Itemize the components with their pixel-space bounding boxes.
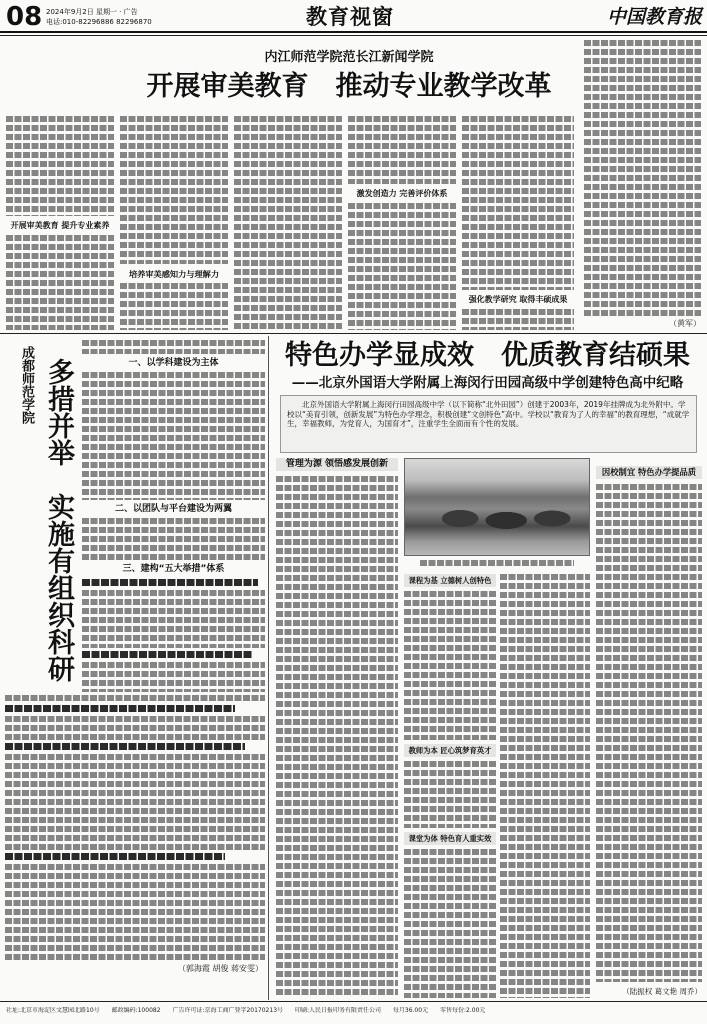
right-article-title: 特色办学显成效 优质教育结硕果: [285, 340, 690, 371]
body-text: [82, 372, 265, 500]
left-article-byline: （郭海霞 胡俊 蒋安雯）: [177, 964, 263, 973]
right-article-subtitle: ——北京外国语大学附属上海闵行田园高级中学创建特色高中纪略: [291, 375, 684, 391]
body-text: [6, 235, 114, 330]
body-text: [5, 695, 265, 701]
left-subhead-1: 一、以学科建设为主体: [128, 358, 219, 368]
footer-monthly-price: 每月36.00元: [392, 1007, 429, 1014]
item-heading: [82, 651, 252, 658]
footer: [6, 1007, 701, 1015]
masthead-logo: 中国教育报: [606, 6, 702, 28]
top-article-kicker: 内江师范学院范长江新闻学院: [264, 50, 434, 65]
right-subhead-2: 因校制宜 特色办学提品质: [596, 466, 702, 479]
right-subhead-1: 管理为源 领悟感发展创新: [276, 458, 398, 471]
body-text: [82, 340, 265, 354]
top-subhead-2: 培养审美感知力与理解力: [128, 269, 220, 279]
footer-printer: 印刷:人民日报印务有限责任公司: [294, 1007, 381, 1014]
top-subhead-1: 开展审美教育 提升专业素养: [10, 221, 110, 230]
right-subhead-3: 课程为基 立德树人创特色: [404, 574, 496, 587]
body-text: [596, 484, 702, 982]
right-subhead-5: 课堂为体 特色育人重实效: [404, 832, 496, 845]
left-article-title: 多措并举 实施有组织科研: [43, 358, 74, 682]
item-heading: [5, 853, 225, 860]
body-text: [462, 309, 574, 330]
dateline: [46, 7, 152, 27]
body-text: [584, 40, 701, 316]
group-photo: [404, 458, 590, 556]
body-text: [500, 574, 590, 998]
body-text: [82, 662, 265, 692]
left-subhead-2: 二、以团队与平台建设为两翼: [114, 504, 232, 514]
top-subhead-3: 激发创造力 完善评价体系: [356, 189, 448, 198]
photo-caption: [420, 560, 574, 566]
right-article-byline: （陆振权 葛文艳 周乔）: [622, 987, 702, 996]
body-text: [82, 518, 265, 560]
date-text: 2024年9月2日 星期一 · 广告: [46, 8, 138, 16]
footer-retail-price: 零售每份:2.00元: [440, 1007, 486, 1014]
body-text: [5, 716, 265, 740]
body-text: [462, 116, 574, 290]
footer-address: 社址:北京市海淀区文慧园北路10号: [6, 1007, 100, 1014]
top-article-byline: （黄军）: [669, 319, 701, 328]
footer-rule: [0, 1001, 707, 1002]
right-subhead-4: 教师为本 匠心筑梦育英才: [404, 744, 496, 757]
intro-box: 北京外国语大学附属上海闵行田园高级中学（以下简称“北外田园”）创建于2003年，2019年挂牌成为北外附中。学校以“美育引领，创新发展”为特色办学理念，积极创建“文创特色”高中。学校以“教育为了人的幸福”的教育理想，“成就学生，幸福教师，为党育人，为国育才”，注重学生全面而有个性的发展。: [280, 395, 697, 453]
item-heading: [82, 579, 258, 586]
top-article-title: 开展审美教育 推动专业教学改革: [146, 71, 552, 102]
body-text: [348, 203, 456, 330]
top-subhead-4: 强化教学研究 取得丰硕成果: [468, 295, 568, 304]
body-text: [120, 116, 228, 264]
header-rule: [0, 31, 707, 33]
phone-text: 电话:010-82296886 82296870: [46, 18, 152, 26]
body-text: [276, 476, 398, 998]
body-text: [404, 761, 496, 828]
footer-postcode: 邮政编码:100082: [111, 1007, 161, 1014]
body-text: [82, 590, 265, 648]
body-text: [234, 116, 342, 330]
page-number: 08: [6, 2, 43, 32]
body-text: [404, 591, 496, 740]
section-title: 教育视窗: [306, 5, 394, 29]
body-text: [5, 754, 265, 850]
section-rule: [0, 333, 707, 334]
left-article-kicker: 成都师范学院: [19, 346, 34, 424]
body-text: [5, 864, 265, 960]
body-text: [404, 849, 496, 998]
footer-license: 广告许可证:京海工商广登字20170213号: [172, 1007, 284, 1014]
body-text: [120, 283, 228, 330]
body-text: [6, 116, 114, 216]
body-text: [348, 116, 456, 184]
item-heading: [5, 743, 245, 750]
item-heading: [5, 705, 235, 712]
header-rule-thin: [0, 35, 707, 36]
column-rule: [268, 336, 269, 1000]
left-subhead-3: 三、建构“五大举措”体系: [122, 564, 225, 574]
